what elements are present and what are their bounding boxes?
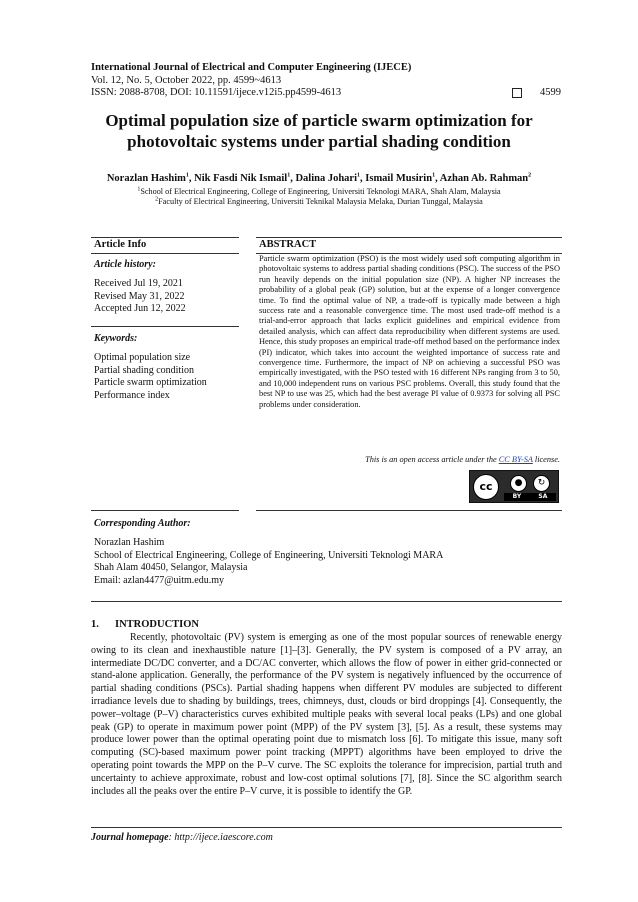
corresponding-affiliation: School of Electrical Engineering, College of Engineering, Universiti Teknologi MARA — [94, 549, 444, 561]
share-alike-icon: ↻ — [533, 475, 550, 492]
author-name: Ismail Musirin — [365, 173, 433, 184]
issn-line: ISSN: 2088-8708, DOI: 10.11591/ijece.v12i5.pp4599-4613 — [91, 87, 342, 98]
corresponding-heading: Corresponding Author: — [94, 518, 191, 529]
author-affiliation-mark: 1 — [357, 172, 361, 179]
author-affiliation-mark: 1 — [185, 172, 189, 179]
corresponding-author — [94, 537, 443, 587]
affiliation-2: $^2$Faculty of Electrical Engineering, Universiti Teknikal Malaysia Melaka, Durian Tunggal, Malaysia — [155, 196, 483, 206]
introduction-heading: 1. INTRODUCTION — [91, 619, 200, 630]
keyword-item: Particle swarm optimization — [94, 377, 207, 388]
page-number: 4599 — [540, 87, 561, 98]
license-link[interactable]: CC BY-SA — [498, 455, 533, 464]
keywords-heading: Keywords: — [94, 333, 138, 344]
section-rule — [91, 510, 239, 511]
author-name: Nik Fasdi Nik Ismail — [194, 173, 288, 184]
history-item: Received Jul 19, 2021 — [94, 278, 183, 289]
author-name: Azhan Ab. Rahman — [439, 173, 529, 184]
author-name: Dalina Johari — [295, 173, 358, 184]
author-list: Norazlan Hashim$^1$, Nik Fasdi Nik Ismail$^1$, Dalina Johari$^1$, Ismail Musirin$^1$, Azhan Ab. Rahman$^2$ — [106, 172, 532, 184]
journal-name: International Journal of Electrical and Computer Engineering (IJECE) — [91, 62, 412, 73]
journal-header — [91, 62, 561, 100]
square-icon — [512, 88, 522, 98]
section-rule — [256, 237, 562, 238]
section-number: 1. — [91, 619, 99, 630]
title-line-2: photovoltaic systems under partial shading condition — [127, 132, 511, 151]
badge-labels: BY SA — [504, 493, 556, 501]
author-affiliation-mark: 1 — [432, 172, 436, 179]
history-item: Accepted Jun 12, 2022 — [94, 303, 186, 314]
keyword-item: Performance index — [94, 389, 170, 401]
title-line-1: Optimal population size of particle swarm optimization for — [105, 111, 533, 130]
affiliation-1: $^1$School of Electrical Engineering, College of Engineering, Universiti Teknologi MARA, Shah Alam, Malaysia — [137, 186, 501, 196]
paper-title — [60, 110, 578, 152]
license-note: This is an open access article under the CC BY-SA license. — [365, 455, 560, 464]
abstract-heading: ABSTRACT — [259, 239, 317, 250]
corresponding-email: Email: azlan4477@uitm.edu.my — [94, 574, 225, 586]
keyword-list — [94, 352, 207, 402]
section-rule — [91, 326, 239, 327]
section-rule — [91, 253, 239, 254]
cc-by-sa-badge[interactable] — [469, 470, 559, 503]
corresponding-name: Norazlan Hashim — [94, 537, 165, 548]
author-affiliation-mark: 2 — [528, 172, 532, 179]
keyword-item: Optimal population size — [94, 352, 191, 363]
section-rule — [91, 237, 239, 238]
volume-line: Vol. 12, No. 5, October 2022, pp. 4599~4613 — [91, 74, 282, 86]
person-icon: ● — [510, 475, 527, 492]
article-info-heading: Article Info — [94, 239, 147, 250]
homepage-url[interactable]: : http://ijece.iaescore.com — [168, 832, 273, 843]
article-history — [94, 278, 186, 316]
corresponding-address: Shah Alam 40450, Selangor, Malaysia — [94, 562, 248, 574]
cc-logo-icon: cc — [473, 474, 499, 500]
journal-homepage: Journal homepage: http://ijece.iaescore.com — [91, 832, 273, 843]
footer-rule — [91, 827, 562, 828]
author-affiliation-mark: 1 — [287, 172, 291, 179]
author-name: Norazlan Hashim — [106, 173, 186, 184]
history-heading: Article history: — [94, 259, 156, 270]
abstract-text: Particle swarm optimization (PSO) is the most widely used soft computing algorithm in photovoltaic systems to address partial shading conditions (PSC). The success of the PSO run heavily depends on the initial population size (NP). A higher NP increases the probability of a global peak (GP) solution, but at the expense of a longer convergence time. To find the optimal value of NP, a trade-off is typically made between a high success rate and a reasonable convergence time. The most used trade-off method is a trial-and-error approach that lacks explicit guidelines and empirical evidence from detailed analysis, which can affect data reproducibility when different systems are used. Hence, this study proposes an empirical trade-off method based on the performance index (PI) indicator, which takes into account the weighted importance of success rate and convergence time. Furthermore, the impact of NP on achieving a successful PSO was empirically investigated, with the PSO tested with 16 different NPs ranging from 3 to 50, and 10,000 independent runs on various PSC problems. Overall, this study found that the best NP to use was 25, which had the best average PI value of 0.9373 for solving all PSC problems under consideration. — [259, 254, 561, 409]
introduction-text: Recently, photovoltaic (PV) system is emerging as one of the most popular sources of renewable energy owing to its clean and inexhaustible nature [1]–[3]. Generally, the PV system is composed of a PV array, an intermediate DC/DC converter, and a DC/AC converter, which allows the flow of power in either grid-connected or stand-alone application. Generally, the performance of the PV system is negatively influenced by the occurrence of partial shading conditions (PSCs). Partial shading happens when different PV modules are subjected to different irradiance levels due to shading by buildings, trees, chimneys, dust, clouds or bird droppings [4]. Consequently, the power–voltage (P–V) characteristics curves exhibited multiple peaks with several local peaks (LPs) and one global peak (GP) to operate in maximum power point (MPP) of the PV system [3], [5]. As a result, these systems may produce lower power than the optimal operating point due to mismatch loss [6]. To mitigate this issue, many soft computing (SC)-based maximum power point tracking (MPPT) algorithms have been employed to drive the operating point towards the MPP on the P–V curve. The SC exploits the tolerance for imprecision, partial truth and uncertainty to achieve approximate, robust and low-cost optimal solutions [7], [8]. Since the SC algorithm search includes all the peaks over the entire P–V curve, it is possible to identify the GP. — [91, 632, 562, 797]
history-item: Revised May 31, 2022 — [94, 290, 185, 302]
keyword-item: Partial shading condition — [94, 364, 194, 376]
section-rule — [91, 601, 562, 602]
section-rule — [256, 510, 562, 511]
